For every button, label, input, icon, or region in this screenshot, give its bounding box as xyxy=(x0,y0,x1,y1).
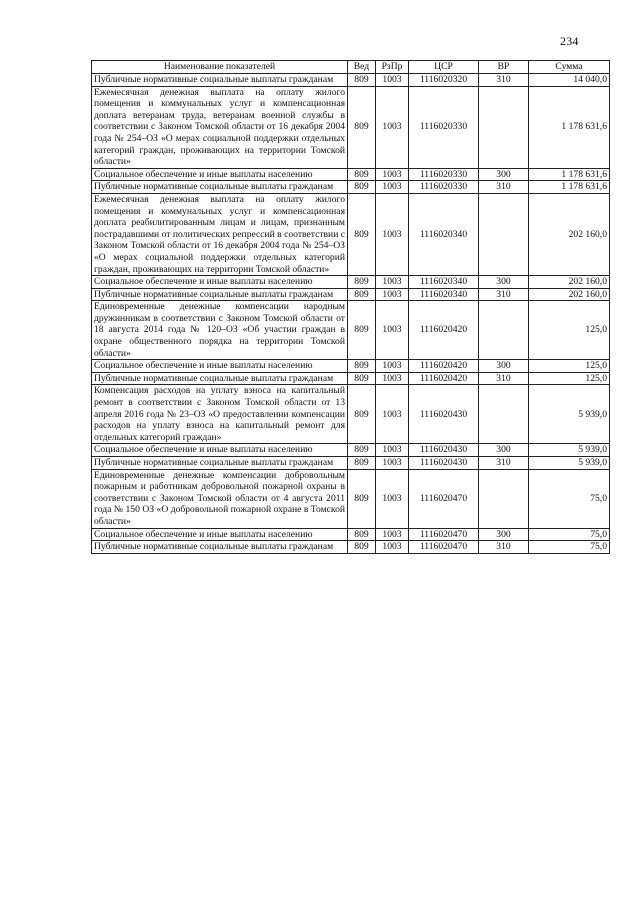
row-name: Социальное обеспечение и иные выплаты населению xyxy=(92,444,348,457)
table-row xyxy=(92,457,610,470)
row-ved: 809 xyxy=(348,181,376,194)
row-vr: 310 xyxy=(479,457,529,470)
table-row xyxy=(92,168,610,181)
row-sum: 5 939,0 xyxy=(529,444,610,457)
row-rzpr: 1003 xyxy=(376,457,409,470)
row-name: Публичные нормативные социальные выплаты гражданам xyxy=(92,541,348,554)
row-sum: 75,0 xyxy=(529,541,610,554)
row-csr: 1116020320 xyxy=(409,74,479,87)
row-vr: 310 xyxy=(479,541,529,554)
row-sum: 202 160,0 xyxy=(529,288,610,301)
row-sum: 5 939,0 xyxy=(529,385,610,444)
row-sum: 75,0 xyxy=(529,528,610,541)
row-sum: 125,0 xyxy=(529,360,610,373)
table-row xyxy=(92,86,610,168)
row-vr xyxy=(479,301,529,360)
row-rzpr: 1003 xyxy=(376,276,409,289)
header-csr: ЦСР xyxy=(409,61,479,74)
row-name: Публичные нормативные социальные выплаты гражданам xyxy=(92,181,348,194)
table-row xyxy=(92,541,610,554)
row-name: Единовременные денежные компенсации добровольным пожарным и работникам добровольной пожарной охраны в соответствии с Законом Томской области от 4 августа 2011 года № 150 ОЗ «О добровольной пожарной охране в Томской области» xyxy=(92,469,348,528)
row-ved: 809 xyxy=(348,457,376,470)
row-csr: 1116020430 xyxy=(409,444,479,457)
row-csr: 1116020470 xyxy=(409,469,479,528)
row-sum: 125,0 xyxy=(529,301,610,360)
page-number: 234 xyxy=(560,34,579,48)
row-rzpr: 1003 xyxy=(376,301,409,360)
row-vr: 300 xyxy=(479,528,529,541)
table-row xyxy=(92,444,610,457)
row-rzpr: 1003 xyxy=(376,385,409,444)
row-csr: 1116020340 xyxy=(409,288,479,301)
row-sum: 75,0 xyxy=(529,469,610,528)
row-vr: 310 xyxy=(479,74,529,87)
table-row xyxy=(92,372,610,385)
header-rzpr: РзПр xyxy=(376,61,409,74)
row-csr: 1116020330 xyxy=(409,168,479,181)
row-vr: 310 xyxy=(479,372,529,385)
row-vr: 310 xyxy=(479,288,529,301)
row-csr: 1116020340 xyxy=(409,276,479,289)
row-csr: 1116020430 xyxy=(409,385,479,444)
header-sum: Сумма xyxy=(529,61,610,74)
row-rzpr: 1003 xyxy=(376,74,409,87)
table-row xyxy=(92,360,610,373)
row-name: Публичные нормативные социальные выплаты гражданам xyxy=(92,288,348,301)
header-ved: Вед xyxy=(348,61,376,74)
row-ved: 809 xyxy=(348,288,376,301)
row-csr: 1116020420 xyxy=(409,360,479,373)
table-row xyxy=(92,301,610,360)
row-vr xyxy=(479,385,529,444)
row-rzpr: 1003 xyxy=(376,528,409,541)
row-ved: 809 xyxy=(348,276,376,289)
row-csr: 1116020330 xyxy=(409,86,479,168)
row-ved: 809 xyxy=(348,444,376,457)
row-vr xyxy=(479,193,529,275)
row-vr: 310 xyxy=(479,181,529,194)
row-ved: 809 xyxy=(348,385,376,444)
row-rzpr: 1003 xyxy=(376,469,409,528)
row-rzpr: 1003 xyxy=(376,444,409,457)
row-csr: 1116020420 xyxy=(409,372,479,385)
row-sum: 1 178 631,6 xyxy=(529,86,610,168)
row-sum: 202 160,0 xyxy=(529,193,610,275)
row-csr: 1116020470 xyxy=(409,528,479,541)
row-name: Социальное обеспечение и иные выплаты населению xyxy=(92,276,348,289)
row-rzpr: 1003 xyxy=(376,372,409,385)
row-ved: 809 xyxy=(348,301,376,360)
row-ved: 809 xyxy=(348,74,376,87)
table-row xyxy=(92,276,610,289)
row-csr: 1116020340 xyxy=(409,193,479,275)
row-sum: 5 939,0 xyxy=(529,457,610,470)
row-ved: 809 xyxy=(348,528,376,541)
table-row xyxy=(92,288,610,301)
row-vr: 300 xyxy=(479,360,529,373)
table-row xyxy=(92,528,610,541)
row-ved: 809 xyxy=(348,193,376,275)
header-vr: ВР xyxy=(479,61,529,74)
table-row xyxy=(92,193,610,275)
table-header-row xyxy=(92,61,610,74)
row-rzpr: 1003 xyxy=(376,86,409,168)
table-row xyxy=(92,181,610,194)
row-rzpr: 1003 xyxy=(376,181,409,194)
row-name: Компенсация расходов на уплату взноса на капитальный ремонт в соответствии с Законом Томской области от 13 апреля 2016 года № 23–ОЗ «О предоставлении компенсации расходов на уплату взноса на капитальный ремонт для отдельных категорий граждан» xyxy=(92,385,348,444)
row-name: Публичные нормативные социальные выплаты гражданам xyxy=(92,457,348,470)
row-name: Ежемесячная денежная выплата на оплату жилого помещения и коммунальных услуг и компенсационная доплата ветеранам труда, ветеранам военной службы в соответствии с Законом Томской области от 16 декабря 2004 года № 254–ОЗ «О мерах социальной поддержки отдельных категорий граждан, проживающих на территории Томской области» xyxy=(92,86,348,168)
row-csr: 1116020430 xyxy=(409,457,479,470)
row-ved: 809 xyxy=(348,360,376,373)
budget-table xyxy=(91,60,610,554)
row-vr xyxy=(479,86,529,168)
row-ved: 809 xyxy=(348,372,376,385)
row-rzpr: 1003 xyxy=(376,541,409,554)
row-sum: 14 040,0 xyxy=(529,74,610,87)
row-rzpr: 1003 xyxy=(376,360,409,373)
row-vr: 300 xyxy=(479,168,529,181)
row-sum: 125,0 xyxy=(529,372,610,385)
row-name: Единовременные денежные компенсации народным дружинникам в соответствии с Законом Томской области от 18 августа 2014 года № 120–ОЗ «Об участии граждан в охране общественного порядка на территории Томской области» xyxy=(92,301,348,360)
row-name: Социальное обеспечение и иные выплаты населению xyxy=(92,360,348,373)
row-name: Социальное обеспечение и иные выплаты населению xyxy=(92,528,348,541)
row-vr: 300 xyxy=(479,444,529,457)
header-name: Наименование показателей xyxy=(92,61,348,74)
row-sum: 1 178 631,6 xyxy=(529,168,610,181)
row-ved: 809 xyxy=(348,168,376,181)
row-ved: 809 xyxy=(348,86,376,168)
row-csr: 1116020470 xyxy=(409,541,479,554)
row-rzpr: 1003 xyxy=(376,193,409,275)
row-vr: 300 xyxy=(479,276,529,289)
table-row xyxy=(92,469,610,528)
row-ved: 809 xyxy=(348,469,376,528)
row-sum: 1 178 631,6 xyxy=(529,181,610,194)
row-rzpr: 1003 xyxy=(376,288,409,301)
row-name: Публичные нормативные социальные выплаты гражданам xyxy=(92,74,348,87)
table-row xyxy=(92,385,610,444)
row-sum: 202 160,0 xyxy=(529,276,610,289)
row-ved: 809 xyxy=(348,541,376,554)
row-rzpr: 1003 xyxy=(376,168,409,181)
row-csr: 1116020330 xyxy=(409,181,479,194)
row-name: Социальное обеспечение и иные выплаты населению xyxy=(92,168,348,181)
row-name: Ежемесячная денежная выплата на оплату жилого помещения и коммунальных услуг и компенсационная доплата реабилитированным лицам и лицам, признанным пострадавшими от политических репрессий в соответствии с Законом Томской области от 16 декабря 2004 года № 254–ОЗ «О мерах социальной поддержки отдельных категорий граждан, проживающих на территории Томской области» xyxy=(92,193,348,275)
row-csr: 1116020420 xyxy=(409,301,479,360)
table-row xyxy=(92,74,610,87)
row-vr xyxy=(479,469,529,528)
row-name: Публичные нормативные социальные выплаты гражданам xyxy=(92,372,348,385)
